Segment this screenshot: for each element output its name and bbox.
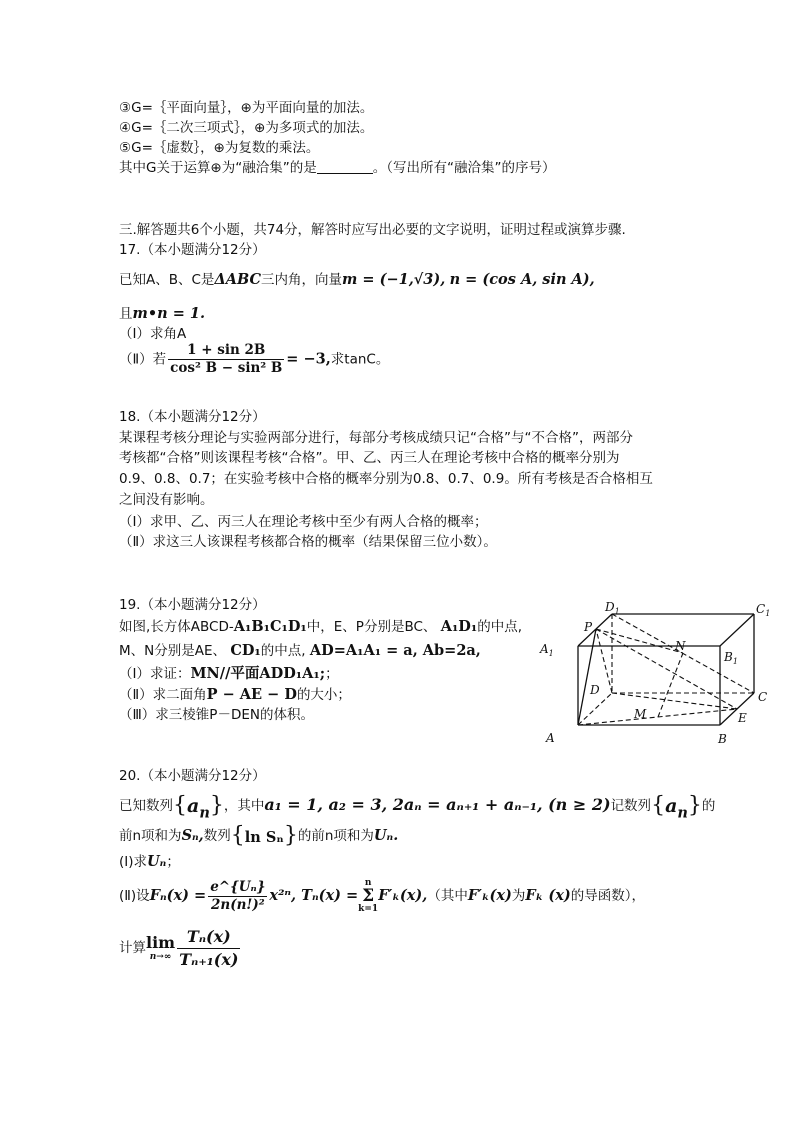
section-3-heading: 三.解答题共6个小题，共74分，解答时应写出必要的文字说明，证明过程或演算步骤. [119, 222, 626, 238]
label-a1: $A_1$ [540, 642, 554, 658]
sequence-braces: $\{a_n\}$ [173, 793, 224, 822]
segment-de [612, 693, 737, 709]
question-16-tail [119, 159, 556, 177]
label-b1: $B_1$ [724, 650, 738, 666]
q18-part2: （Ⅱ）求这三人该课程考核都合格的概率（结果保留三位小数）。 [119, 534, 497, 550]
dot-condition: m•n = 1. [132, 305, 206, 322]
q19-text: 如图,长方体ABCD- [119, 619, 234, 635]
fn-numerator: e^{Uₙ} [210, 878, 266, 895]
fn-denominator: 2n(n!)² [210, 896, 265, 913]
q19-text: 的大小； [296, 687, 351, 703]
un-symbol: Uₙ [147, 853, 167, 870]
label-a: A [546, 731, 555, 745]
limit-operator [146, 934, 175, 962]
q17-line2 [119, 305, 205, 323]
q17-text: 已知A、B、C是 [119, 272, 215, 288]
fn-fraction [208, 879, 267, 914]
sum-lower: k=1 [358, 903, 379, 914]
sum-operator [358, 879, 378, 914]
q17-part2-prefix: （Ⅱ）若 [119, 351, 167, 368]
sequence-symbol: a [665, 795, 678, 817]
q17-eq: = −3, [286, 350, 331, 368]
q17-line1 [119, 271, 595, 289]
q18-line: 考核都“合格”则该课程考核“合格”。甲、乙、丙三人在理论考核中合格的概率分别为 [119, 450, 620, 466]
fraction-numerator: 1 + sin 2B [168, 342, 284, 360]
fk-function: Fₖ (x) [525, 887, 571, 904]
fk-derivative: F′ₖ(x), [378, 887, 428, 904]
sequence-index: n [677, 804, 688, 822]
segment-mn [658, 653, 683, 717]
q17-part2-suffix: 求tanC。 [330, 351, 390, 368]
q20-title: 20.（本小题满分12分） [119, 768, 266, 784]
q18-line: 之间没有影响。 [119, 492, 214, 508]
label-c1: $C_1$ [756, 602, 771, 618]
recurrence: a₁ = 1, a₂ = 3, 2aₙ = aₙ₊₁ + aₙ₋₁, (n ≥ 2) [264, 795, 611, 814]
sequence-symbol: a [187, 795, 200, 817]
item-4: ④G=｛二次三项式｝，⊕为多项式的加法。 [119, 120, 374, 136]
label-n: N [675, 639, 686, 653]
sigma: Σ [362, 885, 375, 906]
q19-text: M、N分别是AE、 [119, 643, 227, 659]
q19-text: ； [325, 666, 339, 682]
sequence-braces-2: $\{a_n\}$ [651, 793, 702, 822]
label-d1: $D_1$ [605, 600, 620, 616]
segment-a1d1: A₁D₁ [440, 618, 478, 635]
q20-text: 的前n项和为 [297, 828, 374, 844]
ln-braces: {ln Sₙ} [230, 823, 298, 848]
q16-text: 其中G关于运算⊕为“融洽集”的是 [119, 160, 317, 176]
q20-text: （其中 [427, 888, 468, 904]
q20-text: 的导函数）， [570, 888, 645, 904]
tn-definition: x²ⁿ, Tₙ(x) = [269, 887, 359, 904]
q20-text: 计算 [119, 940, 146, 956]
limit-numerator: Tₙ(x) [177, 926, 240, 949]
answer-blank[interactable] [317, 160, 373, 174]
q20-text: 的 [701, 798, 716, 814]
partial-sum: Sₙ, [181, 827, 204, 844]
q19-lengths: AD=A₁A₁ = a, Ab=2a, [309, 642, 481, 659]
q16-text-after: 。（写出所有“融洽集”的序号） [372, 160, 556, 176]
label-c: C [758, 690, 768, 704]
q20-text: 为 [511, 888, 526, 904]
segment-cd1: CD₁ [230, 642, 261, 659]
q19-text: （Ⅱ）求二面角 [119, 687, 207, 703]
segment-ae [578, 709, 737, 725]
label-p: P [584, 620, 593, 634]
q18-title: 18.（本小题满分12分） [119, 409, 266, 425]
item-5: ⑤G=｛虚数｝，⊕为复数的乘法。 [119, 140, 320, 156]
q19-line1 [119, 618, 522, 636]
lim-word: lim [146, 933, 176, 952]
q19-title: 19.（本小题满分12分） [119, 597, 266, 613]
label-d: D [590, 683, 600, 697]
cuboid-figure [538, 600, 778, 748]
ln-sn: ln Sₙ [244, 829, 284, 846]
segment-pe [596, 629, 737, 709]
sum-upper: n [364, 877, 372, 888]
q17-fraction [168, 342, 284, 377]
limit-fraction [177, 926, 240, 971]
q20-part2 [119, 877, 645, 915]
limit-denominator: Tₙ₊₁(x) [179, 949, 239, 969]
label-b: B [718, 732, 727, 746]
q19-claim: MN//平面ADD₁A₁; [190, 665, 326, 682]
edge-pd1 [596, 614, 612, 629]
q20-text: 已知数列 [119, 798, 173, 814]
q17-title: 17.（本小题满分12分） [119, 242, 266, 258]
q18-part1: （Ⅰ）求甲、乙、丙三人在理论考核中至少有两人合格的概率； [119, 514, 488, 530]
vector-m: m = (−1,√3), [342, 271, 446, 288]
q17-text2: 三内角，向量 [261, 272, 343, 288]
q17-and: 且 [119, 306, 133, 322]
q20-line2 [119, 825, 398, 849]
q19-text: 中，E、P分别是BC、 [306, 619, 437, 635]
box-name: A₁B₁C₁D₁ [233, 618, 307, 635]
q17-part2 [119, 342, 389, 377]
q17-part1: （Ⅰ）求角A [119, 326, 187, 342]
lim-subscript: n→∞ [149, 952, 172, 962]
dihedral-angle: P − AE − D [206, 686, 297, 703]
edge-b1c1 [720, 614, 754, 646]
q20-text: 数列 [203, 828, 231, 844]
q20-part1 [119, 853, 180, 871]
q20-text: (Ⅰ)求 [119, 854, 148, 870]
q19-text: 的中点, [260, 643, 306, 659]
q19-part3: （Ⅲ）求三棱锥P－DEN的体积。 [119, 707, 314, 723]
label-e: E [738, 711, 747, 725]
q20-text: (Ⅱ)设 [119, 888, 150, 904]
triangle-abc: ΔABC [214, 271, 262, 288]
q19-part2 [119, 686, 351, 704]
un-symbol: Uₙ. [373, 827, 399, 844]
q20-text: 记数列 [610, 798, 652, 814]
fn-definition: Fₙ(x) = [149, 887, 207, 904]
q19-text: 的中点, [477, 619, 523, 635]
segment-pn [596, 629, 683, 653]
fraction-denominator: cos² B − sin² B [170, 360, 283, 376]
vector-n: n = (cos A, sin A), [449, 271, 595, 288]
q20-part3 [119, 924, 242, 972]
q19-part1 [119, 665, 339, 683]
q20-text: 前n项和为 [119, 828, 182, 844]
q19-text: （Ⅰ）求证： [119, 666, 191, 682]
q20-line1 [119, 793, 715, 825]
q20-text: ； [166, 854, 180, 870]
item-3: ③G=｛平面向量｝，⊕为平面向量的加法。 [119, 100, 374, 116]
label-m: M [634, 707, 647, 721]
q18-line: 某课程考核分理论与实验两部分进行，每部分考核成绩只记“合格”与“不合格”，两部分 [119, 430, 633, 446]
sequence-index: n [199, 804, 210, 822]
q18-line: 0.9、0.8、0.7；在实验考核中合格的概率分别为0.8、0.7、0.9。所有考核是否合格相互 [119, 471, 653, 487]
q19-line2 [119, 642, 481, 660]
fk-derivative: F′ₖ(x) [467, 887, 512, 904]
q20-text: ，其中 [223, 798, 265, 814]
